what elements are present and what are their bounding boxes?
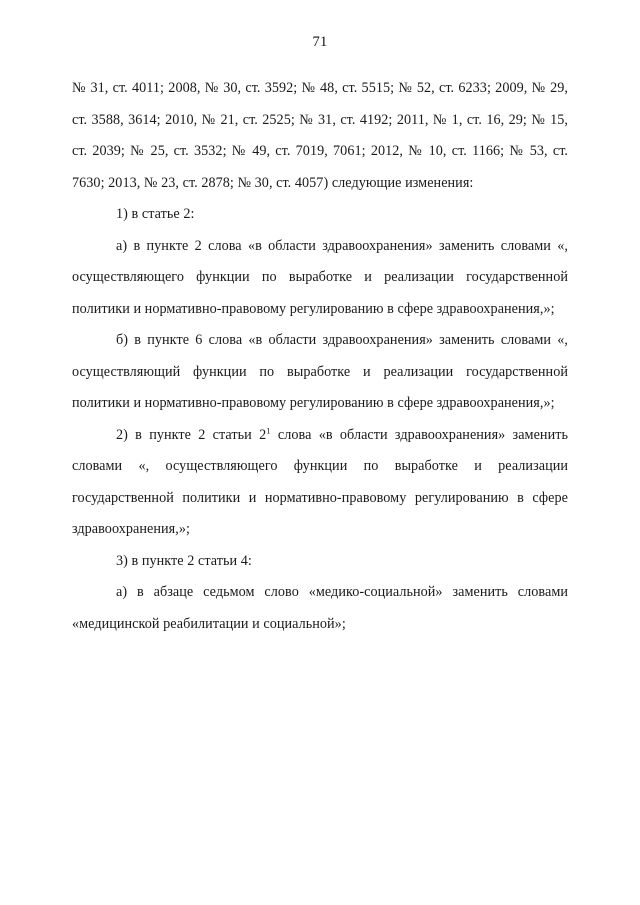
- paragraph-item-3: 3) в пункте 2 статьи 4:: [116, 552, 252, 569]
- paragraph-item-2-text-after-superscript: слова «в области здравоохранения» заменить словами «, осуществляющего функции по выработке и реализации государственной политики и нормативно-правовому регулированию в сфере здравоохранения,»;: [72, 426, 568, 538]
- paragraph-item-2-text-before-superscript: 2) в пункте 2 статьи 2: [116, 426, 267, 443]
- paragraph-item-2: [72, 420, 568, 546]
- paragraph-item-3a: а) в абзаце седьмом слово «медико-социальной» заменить словами «медицинской реабилитации и социальной»;: [72, 584, 568, 632]
- document-body: [72, 73, 568, 640]
- paragraph-item-1b: б) в пункте 6 слова «в области здравоохранения» заменить словами «, осуществляющий функции по выработке и реализации государственной политики и нормативно-правовому регулированию в сфере здравоохранения,»;: [72, 332, 568, 412]
- page-number: 71: [312, 34, 328, 50]
- paragraph-item-1: 1) в статье 2:: [116, 206, 195, 223]
- article-superscript: 1: [266, 424, 271, 435]
- paragraph-item-1a: а) в пункте 2 слова «в области здравоохранения» заменить словами «, осуществляющего функции по выработке и реализации государственной политики и нормативно-правовому регулированию в сфере здравоохранения,»;: [72, 237, 568, 317]
- paragraph-citation-list: № 31, ст. 4011; 2008, № 30, ст. 3592; № 48, ст. 5515; № 52, ст. 6233; 2009, № 29, ст. 3588, 3614; 2010, № 21, ст. 2525; № 31, ст. 4192; 2011, № 1, ст. 16, 29; № 15, ст. 2039; № 25, ст. 3532; № 49, ст. 7019, 7061; 2012, № 10, ст. 1166; № 53, ст. 7630; 2013, № 23, ст. 2878; № 30, ст. 4057) следующие изменения:: [72, 80, 568, 191]
